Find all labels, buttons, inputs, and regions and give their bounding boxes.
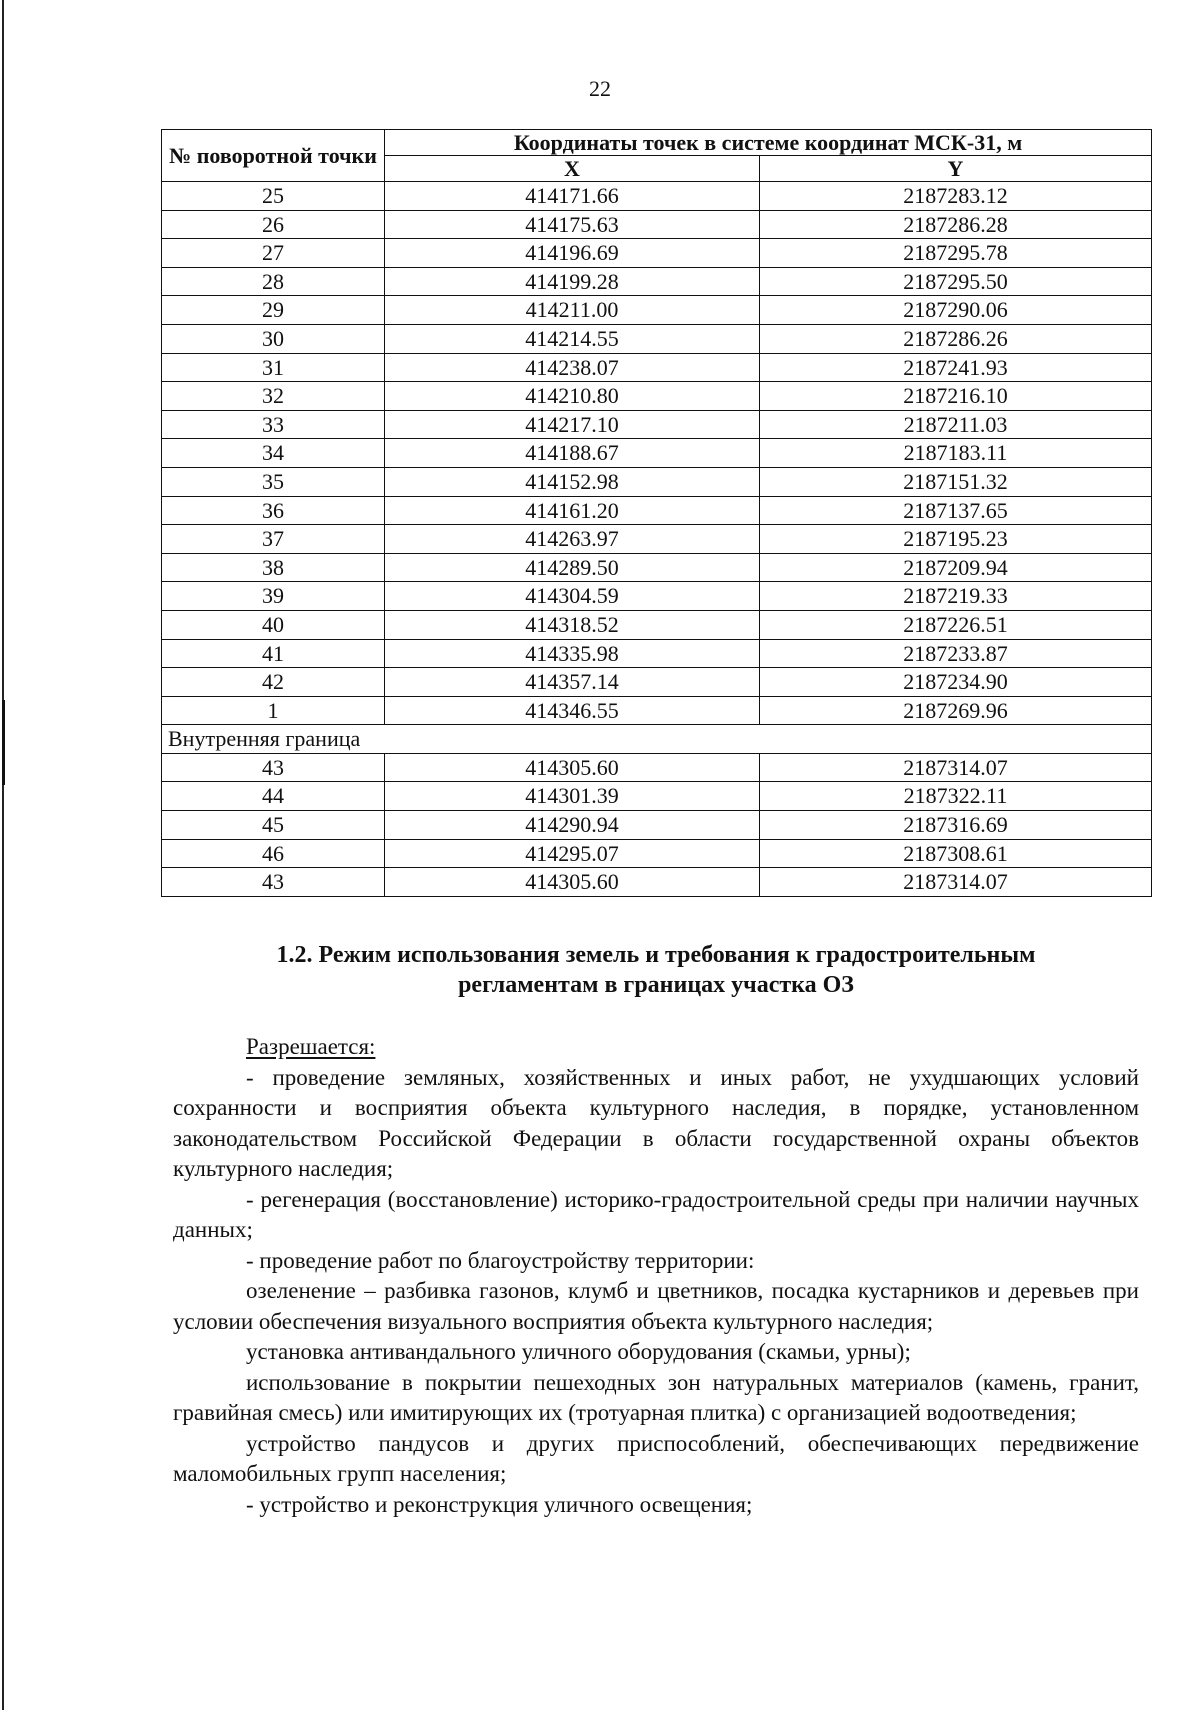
cell-point-number: 29: [162, 296, 385, 325]
paragraph: установка антивандального уличного оборудования (скамьи, урны);: [246, 1339, 911, 1364]
inner-boundary-section: [162, 725, 1152, 754]
cell-x: 414335.98: [385, 639, 760, 668]
table-row: [162, 382, 1152, 411]
page-number: 22: [589, 76, 611, 101]
table-row: [162, 839, 1152, 868]
cell-point-number: 35: [162, 467, 385, 496]
cell-y: 2187269.96: [760, 696, 1152, 725]
cell-x: 414301.39: [385, 782, 760, 811]
cell-y: 2187314.07: [760, 753, 1152, 782]
cell-y: 2187295.50: [760, 267, 1152, 296]
cell-x: 414346.55: [385, 696, 760, 725]
cell-x: 414263.97: [385, 525, 760, 554]
cell-x: 414211.00: [385, 296, 760, 325]
cell-y: 2187316.69: [760, 811, 1152, 840]
cell-y: 2187137.65: [760, 496, 1152, 525]
cell-point-number: 31: [162, 353, 385, 382]
header-point-number: № поворотной точки: [162, 130, 385, 182]
cell-point-number: 34: [162, 439, 385, 468]
table-row: [162, 296, 1152, 325]
cell-x: 414175.63: [385, 210, 760, 239]
table-row: [162, 496, 1152, 525]
table-row: [162, 353, 1152, 382]
table-row: [162, 182, 1152, 211]
cell-point-number: 33: [162, 410, 385, 439]
cell-x: 414238.07: [385, 353, 760, 382]
heading-line-1: 1.2. Режим использования земель и требования к градостроительным: [276, 942, 1036, 968]
cell-y: 2187183.11: [760, 439, 1152, 468]
cell-x: 414214.55: [385, 324, 760, 353]
cell-y: 2187322.11: [760, 782, 1152, 811]
cell-x: 414152.98: [385, 467, 760, 496]
table-row: [162, 753, 1152, 782]
cell-y: 2187226.51: [760, 610, 1152, 639]
cell-point-number: 39: [162, 582, 385, 611]
paragraph: - регенерация (восстановление) историко-градостроительной среды при наличии научных данных;: [173, 1186, 1139, 1242]
section-heading: [161, 940, 1151, 1000]
cell-y: 2187195.23: [760, 525, 1152, 554]
cell-x: 414171.66: [385, 182, 760, 211]
cell-point-number: 38: [162, 553, 385, 582]
paragraph: устройство пандусов и других приспособлений, обеспечивающих передвижение маломобильных групп населения;: [173, 1430, 1139, 1486]
paragraph: - устройство и реконструкция уличного освещения;: [246, 1491, 753, 1517]
section-row: [162, 725, 1152, 754]
cell-x: 414318.52: [385, 610, 760, 639]
cell-point-number: 26: [162, 210, 385, 239]
cell-y: 2187286.28: [760, 210, 1152, 239]
cell-point-number: 42: [162, 668, 385, 697]
cell-x: 414304.59: [385, 582, 760, 611]
cell-x: 414199.28: [385, 267, 760, 296]
cell-x: 414196.69: [385, 239, 760, 268]
cell-x: 414305.60: [385, 753, 760, 782]
cell-point-number: 44: [162, 782, 385, 811]
table-row: [162, 668, 1152, 697]
cell-y: 2187209.94: [760, 553, 1152, 582]
outer-boundary-rows: [162, 182, 1152, 725]
cell-y: 2187295.78: [760, 239, 1152, 268]
table-row: [162, 239, 1152, 268]
cell-point-number: 41: [162, 639, 385, 668]
table-row: [162, 439, 1152, 468]
scan-left-edge: [2, 0, 4, 1710]
cell-point-number: 30: [162, 324, 385, 353]
cell-y: 2187283.12: [760, 182, 1152, 211]
cell-x: 414289.50: [385, 553, 760, 582]
table-row: [162, 467, 1152, 496]
coordinates-table: [161, 129, 1152, 897]
scan-mark: [2, 700, 5, 785]
cell-point-number: 46: [162, 839, 385, 868]
table-row: [162, 610, 1152, 639]
cell-x: 414188.67: [385, 439, 760, 468]
table-row: [162, 696, 1152, 725]
heading-line-2: регламентам в границах участка ОЗ: [458, 972, 854, 998]
cell-y: 2187308.61: [760, 839, 1152, 868]
cell-x: 414161.20: [385, 496, 760, 525]
cell-point-number: 37: [162, 525, 385, 554]
paragraph: озеленение – разбивка газонов, клумб и цветников, посадка кустарников и деревьев при условии обеспечения визуального восприятия объекта культурного наследия;: [173, 1278, 1139, 1334]
cell-y: 2187216.10: [760, 382, 1152, 411]
cell-y: 2187234.90: [760, 668, 1152, 697]
cell-point-number: 45: [162, 811, 385, 840]
cell-y: 2187151.32: [760, 467, 1152, 496]
cell-x: 414305.60: [385, 868, 760, 897]
table-row: [162, 324, 1152, 353]
cell-x: 414295.07: [385, 839, 760, 868]
cell-x: 414217.10: [385, 410, 760, 439]
cell-x: 414290.94: [385, 811, 760, 840]
table-row: [162, 811, 1152, 840]
header-x: X: [385, 156, 760, 182]
table-row: [162, 868, 1152, 897]
table-row: [162, 639, 1152, 668]
cell-x: 414357.14: [385, 668, 760, 697]
allowed-label: Разрешается:: [246, 1034, 376, 1059]
cell-y: 2187219.33: [760, 582, 1152, 611]
body-text: [173, 1032, 1139, 1520]
cell-point-number: 32: [162, 382, 385, 411]
header-y: Y: [760, 156, 1152, 182]
cell-y: 2187290.06: [760, 296, 1152, 325]
inner-boundary-rows: [162, 753, 1152, 896]
cell-y: 2187211.03: [760, 410, 1152, 439]
cell-y: 2187314.07: [760, 868, 1152, 897]
section-label: Внутренняя граница: [162, 725, 1152, 754]
cell-point-number: 25: [162, 182, 385, 211]
cell-point-number: 43: [162, 868, 385, 897]
paragraph: использование в покрытии пешеходных зон натуральных материалов (камень, гранит, гравийная смесь) или имитирующих их (тротуарная плитка) с организацией водоотведения;: [173, 1369, 1139, 1425]
paragraph: - проведение работ по благоустройству территории:: [246, 1247, 755, 1273]
table-row: [162, 553, 1152, 582]
paragraph: - проведение земляных, хозяйственных и иных работ, не ухудшающих условий сохранности и восприятия объекта культурного наследия, в порядке, установленном законодательством Российской Федерации в области государственной охраны объектов культурного наследия;: [173, 1064, 1139, 1181]
cell-point-number: 27: [162, 239, 385, 268]
cell-point-number: 1: [162, 696, 385, 725]
header-coordinates: Координаты точек в системе координат МСК-31, м: [385, 130, 1152, 156]
cell-y: 2187286.26: [760, 324, 1152, 353]
table-row: [162, 582, 1152, 611]
table-row: [162, 210, 1152, 239]
cell-y: 2187241.93: [760, 353, 1152, 382]
table-header-row: [162, 130, 1152, 156]
cell-point-number: 40: [162, 610, 385, 639]
cell-point-number: 36: [162, 496, 385, 525]
cell-point-number: 43: [162, 753, 385, 782]
table-row: [162, 267, 1152, 296]
cell-x: 414210.80: [385, 382, 760, 411]
cell-point-number: 28: [162, 267, 385, 296]
cell-y: 2187233.87: [760, 639, 1152, 668]
table-row: [162, 782, 1152, 811]
table-row: [162, 525, 1152, 554]
table-row: [162, 410, 1152, 439]
